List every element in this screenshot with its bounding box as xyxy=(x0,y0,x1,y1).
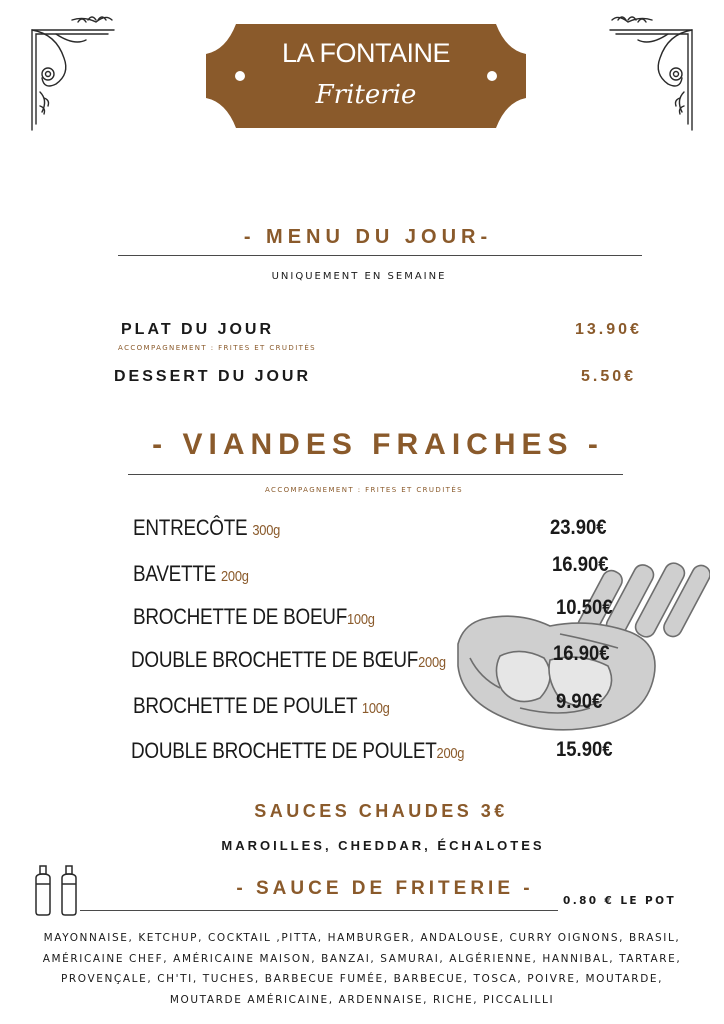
sauce-line-3: PROVENÇALE, CH'TI, TUCHES, BARBECUE FUMÉE, BARBECUE, TOSCA, POIVRE, MOUTARDE, xyxy=(60,973,664,985)
double-brochette-poulet-name: DOUBLE BROCHETTE DE POULET xyxy=(131,738,437,763)
viandes-note: ACCOMPAGNEMENT : FRITES ET CRUDITÉS xyxy=(264,486,463,494)
viandes-title: - VIANDES FRAICHES - xyxy=(152,428,604,461)
sauces-chaudes-title: SAUCES CHAUDES 3€ xyxy=(254,801,508,821)
bavette-weight: 200g xyxy=(221,568,249,585)
brochette-boeuf-weight: 100g xyxy=(347,611,375,628)
dessert-du-jour-name: DESSERT DU JOUR xyxy=(114,368,312,385)
double-brochette-poulet-item xyxy=(131,738,464,764)
floral-corner-right-icon xyxy=(606,12,698,132)
plat-du-jour-detail: ACCOMPAGNEMENT : FRITES ET CRUDITÉS xyxy=(118,344,317,352)
brand-title: LA FONTAINE xyxy=(281,38,451,68)
brochette-boeuf-price: 10.50€ xyxy=(556,596,613,619)
brochette-boeuf-item xyxy=(133,604,375,630)
brochette-poulet-item xyxy=(133,693,390,719)
double-brochette-boeuf-price: 16.90€ xyxy=(553,642,610,665)
plat-du-jour-name: PLAT DU JOUR xyxy=(121,321,275,338)
dessert-du-jour-price: 5.50€ xyxy=(581,368,637,385)
viandes-rule xyxy=(128,474,623,475)
brochette-poulet-price: 9.90€ xyxy=(556,690,603,713)
brochette-poulet-weight: 100g xyxy=(361,700,390,717)
sauce-friterie-title: - SAUCE DE FRITERIE - xyxy=(236,878,534,899)
brochette-poulet-name: BROCHETTE DE POULET xyxy=(133,693,357,718)
menu-jour-rule xyxy=(118,255,642,256)
sauce-friterie-rule xyxy=(80,910,558,911)
double-brochette-boeuf-name: DOUBLE BROCHETTE DE BŒUF xyxy=(131,647,419,672)
entrecote-name: ENTRECÔTE xyxy=(133,515,248,540)
plat-du-jour-price: 13.90€ xyxy=(575,321,642,338)
double-brochette-boeuf-weight: 200g xyxy=(418,654,446,671)
entrecote-weight: 300g xyxy=(252,522,281,539)
bavette-name: BAVETTE xyxy=(133,561,217,586)
bavette-price: 16.90€ xyxy=(552,553,609,576)
double-brochette-poulet-weight: 200g xyxy=(436,745,465,762)
sauces-chaudes-list: MAROILLES, CHEDDAR, ÉCHALOTES xyxy=(221,838,545,853)
entrecote-item xyxy=(133,515,280,541)
sauce-line-4: MOUTARDE AMÉRICAINE, ARDENNAISE, RICHE, PICCALILLI xyxy=(169,993,555,1006)
brand-subtitle: Friterie xyxy=(315,80,417,110)
double-brochette-poulet-price: 15.90€ xyxy=(556,738,613,761)
sauce-friterie-price: 0.80 € LE POT xyxy=(563,895,677,907)
brand-badge xyxy=(206,24,526,128)
brochette-boeuf-name: BROCHETTE DE BOEUF xyxy=(133,604,348,629)
floral-corner-left-icon xyxy=(26,12,118,132)
sauce-line-1: MAYONNAISE, KETCHUP, COCKTAIL ,PITTA, HAMBURGER, ANDALOUSE, CURRY OIGNONS, BRASIL, xyxy=(43,932,681,944)
double-brochette-boeuf-item xyxy=(131,647,446,673)
sauce-friterie-list xyxy=(40,928,684,1010)
entrecote-price: 23.90€ xyxy=(550,516,607,539)
menu-jour-title: - MENU DU JOUR- xyxy=(243,226,493,248)
sauce-line-2: AMÉRICAINE CHEF, AMÉRICAINE MAISON, BANZAI, SAMURAI, ALGÉRIENNE, HANNIBAL, TARTARE, xyxy=(42,952,682,965)
menu-jour-note: UNIQUEMENT EN SEMAINE xyxy=(271,271,447,282)
bavette-item xyxy=(133,561,249,587)
